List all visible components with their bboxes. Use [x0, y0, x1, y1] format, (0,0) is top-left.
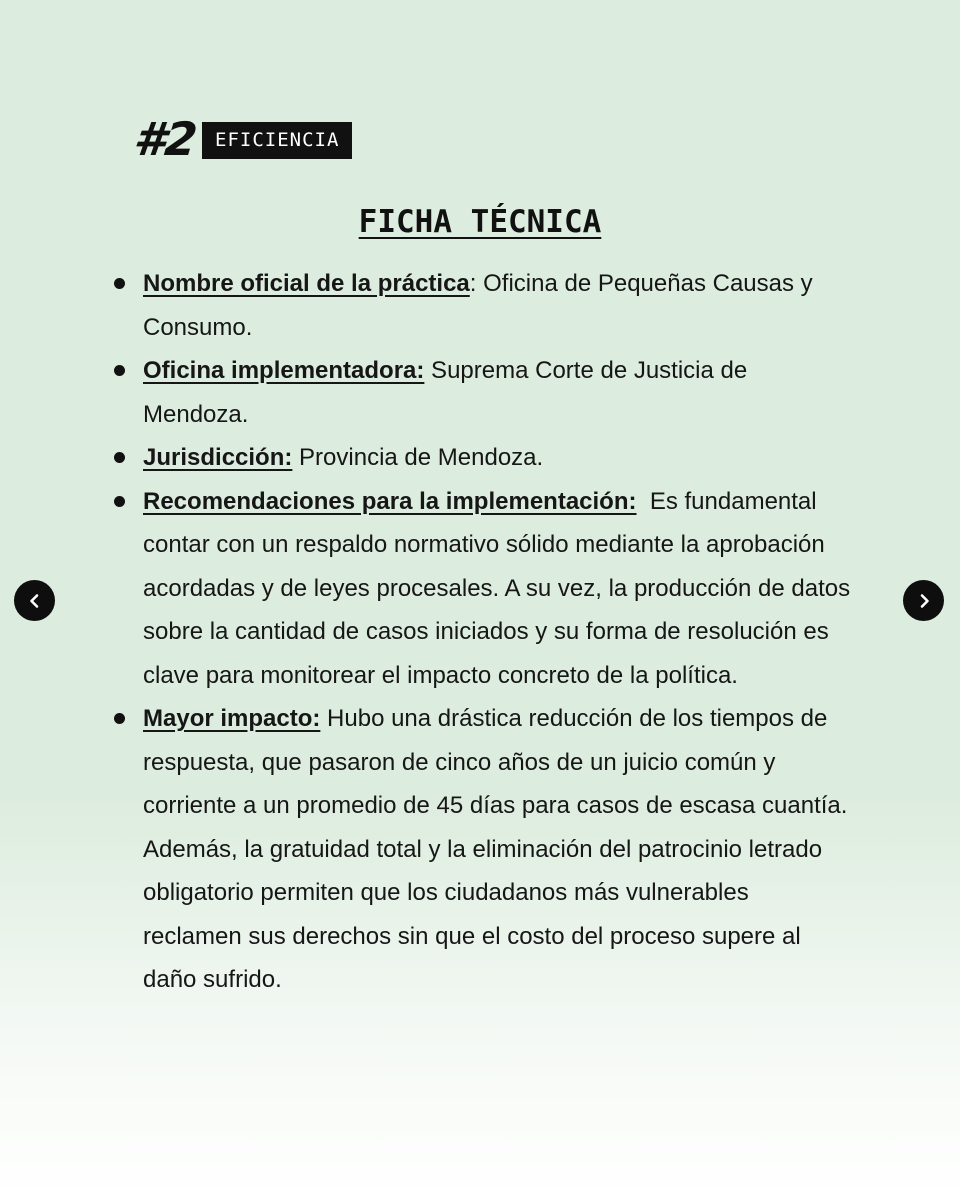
bullet	[114, 496, 125, 507]
page-title: FICHA TÉCNICA	[358, 204, 602, 240]
bullet	[114, 713, 125, 724]
bullet	[114, 452, 125, 463]
previous-slide-button[interactable]	[14, 580, 55, 621]
list-item	[113, 349, 853, 436]
chevron-left-icon	[27, 593, 43, 609]
item-term: Recomendaciones para la implementación:	[143, 487, 637, 515]
item-text: Es fundamental contar con un respaldo normativo sólido mediante la aprobación acordadas y de leyes procesales. A su vez, la producción de datos sobre la cantidad de casos iniciados y su forma de resolución es clave para monitorear el impacto concreto de la política.	[143, 487, 857, 689]
list-item	[113, 436, 853, 480]
category-tag: EFICIENCIA	[202, 122, 352, 159]
chevron-right-icon	[916, 593, 932, 609]
item-term: Nombre oficial de la práctica	[143, 270, 470, 297]
bullet	[114, 278, 125, 289]
list-item	[113, 480, 857, 698]
item-term: Mayor impacto:	[143, 705, 321, 732]
slide-header	[131, 112, 352, 166]
bullet	[114, 365, 125, 376]
item-text: Provincia de Mendoza.	[292, 444, 544, 471]
item-text: Suprema Corte de Justicia de Mendoza.	[143, 357, 748, 428]
item-text: Oficina de Pequeñas Causas y Consumo.	[143, 270, 813, 341]
item-term: Oficina implementadora:	[143, 357, 425, 384]
next-slide-button[interactable]	[903, 580, 944, 621]
item-text: Hubo una drástica reducción de los tiempos de respuesta, que pasaron de cinco años de un juicio común y corriente a un promedio de 45 días para casos de escasa cuantía. Además, la gratuidad total y la eliminación del patrocinio letrado obligatorio permiten que los ciudadanos más vulnerables reclamen sus derechos sin que el costo del proceso supere al daño sufrido.	[143, 705, 848, 993]
item-separator: :	[469, 270, 477, 297]
slide-number: #2	[131, 112, 199, 166]
fact-sheet-list	[113, 262, 857, 1002]
list-item	[113, 262, 853, 349]
item-term: Jurisdicción:	[143, 444, 293, 471]
list-item	[113, 697, 853, 1002]
